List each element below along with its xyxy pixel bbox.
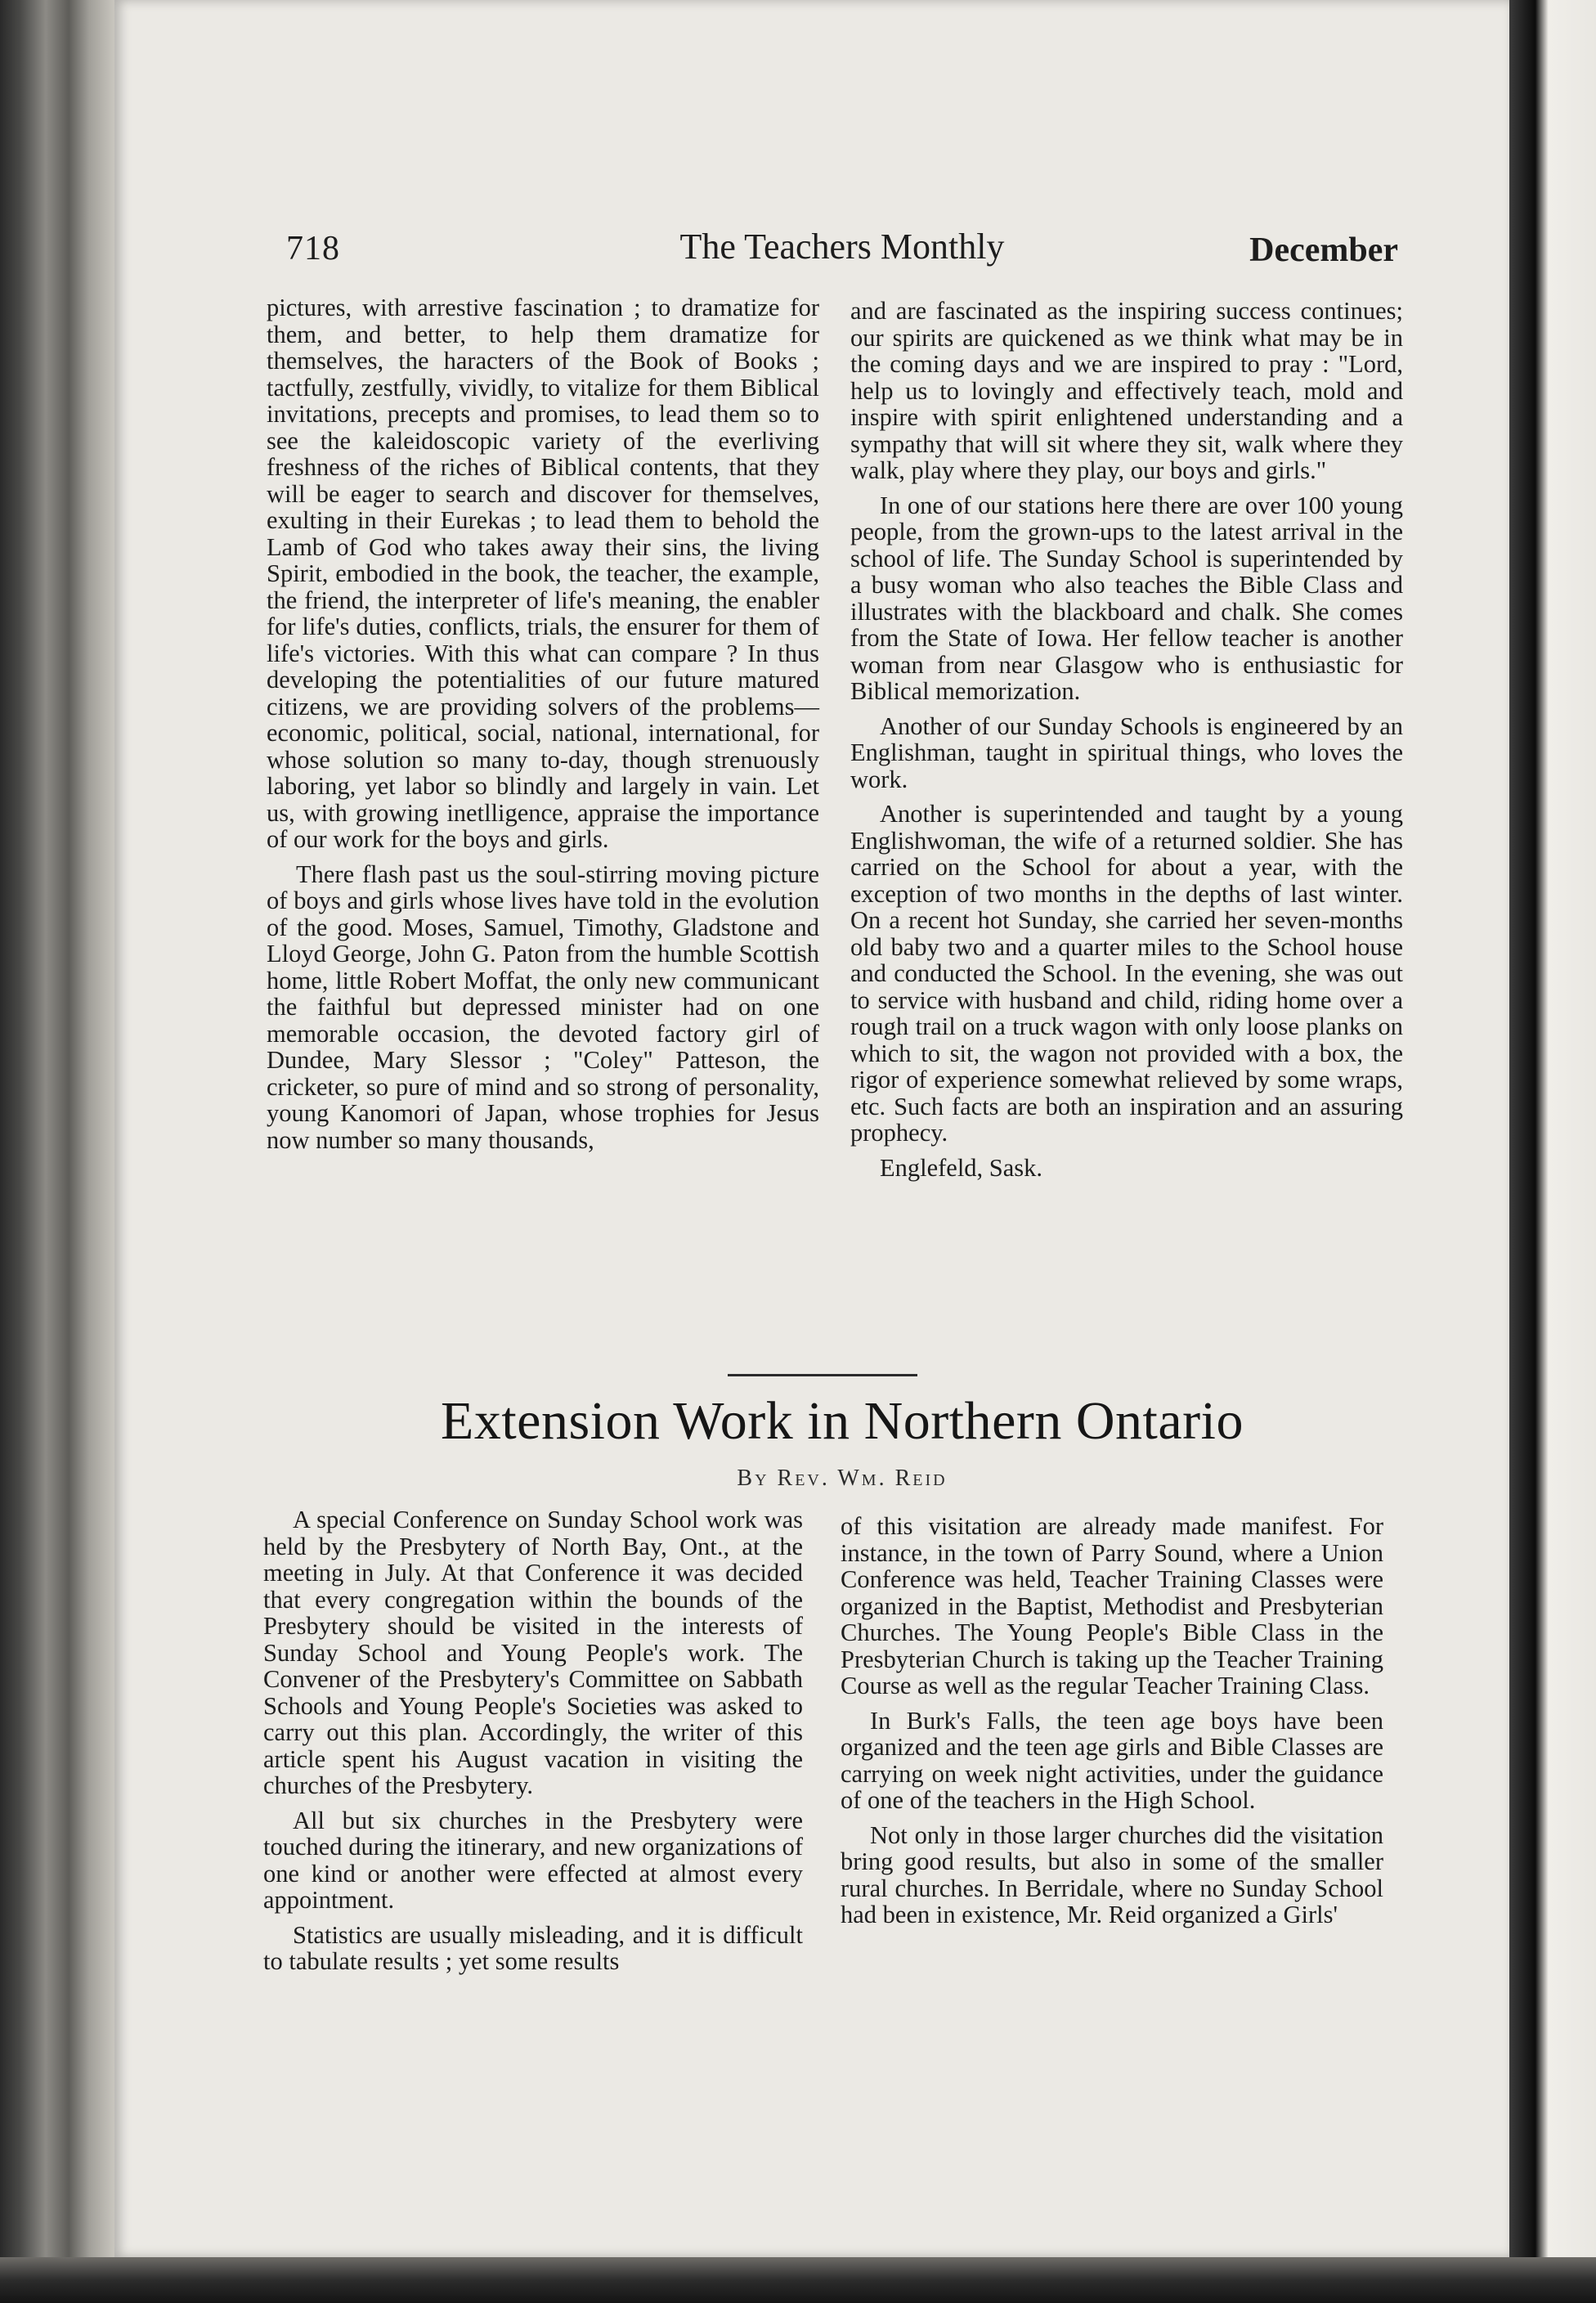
paragraph: and are fascinated as the inspiring success continues; our spirits are quickened as we think what may be in the coming days and we are inspired to pray : "Lord, help us to lovingly and effectively teach, mold and inspire with spirit enlightened understanding and a sympathy that will sit where they sit, walk where they walk, play where they play, our boys and girls." bbox=[850, 297, 1403, 484]
paragraph: Statistics are usually misleading, and it is difficult to tabulate results ; yet some results bbox=[263, 1920, 803, 1975]
upper-article-right-column bbox=[850, 298, 1403, 1189]
lower-article-right-column bbox=[841, 1513, 1383, 1937]
paragraph: In one of our stations here there are over 100 young people, from the grown-ups to the latest arrival in the school of life. The Sunday School is superintended by a busy woman who also teaches the Bible Class and illustrates with the blackboard and chalk. She comes from the State of Iowa. Her fellow teacher is another woman from near Glasgow who is enthusiastic for Biblical memorization. bbox=[850, 491, 1403, 705]
lower-article-left-column bbox=[263, 1506, 803, 1983]
section-divider bbox=[728, 1374, 917, 1376]
paragraph: A special Conference on Sunday School work was held by the Presbytery of North Bay, Ont., at the meeting in July. At that Conference it was decided that every congregation within the bounds of the Presbytery should be visited in the interests of Sunday School and Young People's work. The Convener of the Presbytery's Committee on Sabbath Schools and Young People's Societies was asked to carry out this plan. Accordingly, the writer of this article spent his August vacation in visiting the churches of the Presbytery. bbox=[263, 1506, 803, 1799]
running-header bbox=[286, 221, 1398, 278]
article-title: Extension Work in Northern Ontario bbox=[441, 1391, 1244, 1451]
paragraph: of this visitation are already made manifest. For instance, in the town of Parry Sound, where a Union Conference was held, Teacher Training Classes were organized in the Baptist, Methodist and Presbyterian Churches. The Young People's Bible Class in the Presbyterian Church is taking up the Teacher Training Course as well as the regular Teacher Training Class. bbox=[841, 1512, 1383, 1699]
issue-month: December bbox=[1249, 231, 1398, 269]
upper-article-left-column bbox=[267, 294, 819, 1161]
running-title: The Teachers Monthly bbox=[679, 227, 1005, 267]
paragraph: Another is superintended and taught by a young Englishwoman, the wife of a returned soldier. She has carried on the School for about a year, with the exception of two months in the depths of last winter. On a recent hot Sunday, she carried her seven-months old baby two and a quarter miles to the School house and conducted the School. In the evening, she was out to service with husband and child, riding home over a rough trail on a truck wagon with only loose planks on which to sit, the wagon not provided with a box, the rigor of experience somewhat relieved by some wraps, etc. Such facts are both an inspiration and an assuring prophecy. bbox=[850, 800, 1403, 1147]
article-byline: By Rev. Wm. Reid bbox=[737, 1466, 948, 1491]
paragraph: Another of our Sunday Schools is engineered by an Englishman, taught in spiritual things, who loves the work. bbox=[850, 712, 1403, 793]
dateline: Englefeld, Sask. bbox=[880, 1153, 1043, 1182]
paragraph: There flash past us the soul-stirring moving picture of boys and girls whose lives have told in the evolution of the good. Moses, Samuel, Timothy, Gladstone and Lloyd George, John G. Paton from the humble Scottish home, little Robert Moffat, the only new communicant the faithful but depressed minister had on one memorable occasion, the devoted factory girl of Dundee, Mary Slessor ; "Coley" Patteson, the cricketer, so pure of mind and so strong of personality, young Kanomori of Japan, whose trophies for Jesus now number so many thousands, bbox=[267, 860, 819, 1154]
paragraph: Not only in those larger churches did the visitation bring good results, but also in some of the smaller rural churches. In Berridale, where no Sunday School had been in existence, Mr. Reid organized a Girls' bbox=[841, 1820, 1383, 1928]
paragraph: pictures, with arrestive fascination ; to dramatize for them, and better, to help them dramatize for themselves, the haracters of the Book of Books ; tactfully, zestfully, vividly, to vitalize for them Biblical invitations, precepts and promises, to lead them so to see the kaleidoscopic variety of the everliving freshness of the riches of Biblical contents, that they will be eager to search and discover for themselves, exulting in their Eurekas ; to lead them to behold the Lamb of God who takes away their sins, the living Spirit, embodied in the book, the teacher, the example, the friend, the interpreter of life's meaning, the enabler for life's duties, conflicts, trials, the ensurer for them of life's victories. With this what can compare ? In thus developing the potentialities of our future matured citizens, we are providing solvers of the problems—economic, political, social, national, international, for whose solution so many to-day, though strenuously laboring, yet labor so blindly and largely in vain. Let us, with growing inetlligence, appraise the importance of our work for the boys and girls. bbox=[267, 294, 819, 853]
facing-page-edge bbox=[1509, 0, 1596, 2303]
book-spine-edge bbox=[0, 0, 114, 2303]
page-number: 718 bbox=[286, 230, 340, 267]
paragraph: In Burk's Falls, the teen age boys have been organized and the teen age girls and Bible Classes are carrying on week night activities, under the guidance of one of the teachers in the High School. bbox=[841, 1706, 1383, 1814]
book-bottom-edge bbox=[0, 2257, 1596, 2303]
paragraph: All but six churches in the Presbytery were touched during the itinerary, and new organizations of one kind or another were effected at almost every appointment. bbox=[263, 1806, 803, 1914]
